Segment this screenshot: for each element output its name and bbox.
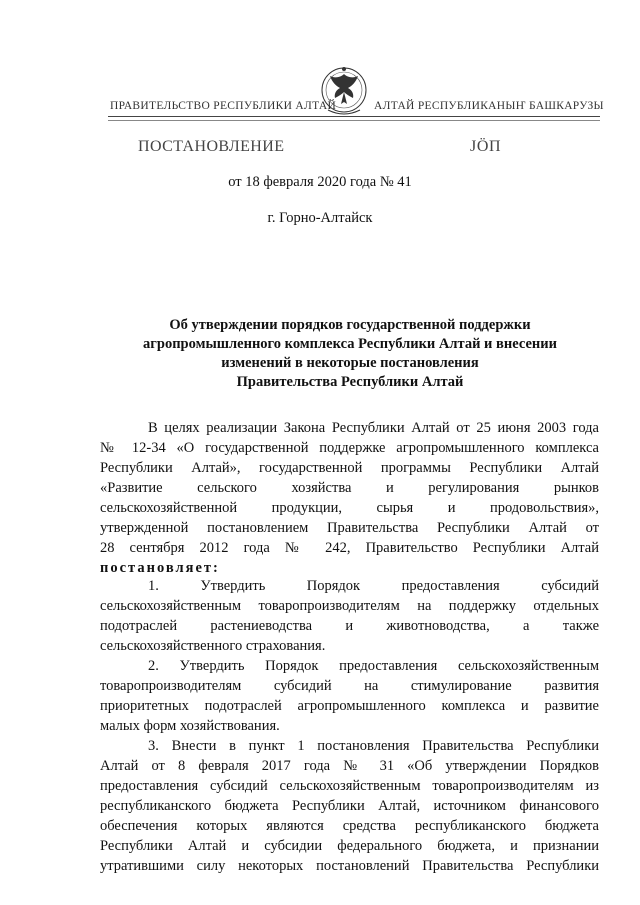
city: г. Горно-Алтайск — [267, 210, 373, 226]
preamble-line: № 12-34 «О государственной поддержке агропромышленного комплекса — [100, 440, 599, 456]
header-rule — [108, 116, 600, 117]
item2-line: товаропроизводителям субсидий на стимулирование развития — [100, 678, 599, 694]
document-title — [100, 316, 600, 392]
date-line: от 18 февраля 2020 года № 41 — [228, 174, 412, 190]
item3-line: 3. Внести в пункт 1 постановления Правительства Республики — [148, 738, 599, 754]
preamble-line: Республики Алтай», государственной программы Республики Алтай — [100, 460, 599, 476]
item3-line: Алтай от 8 февраля 2017 года № 31 «Об утверждении Порядков — [100, 758, 599, 774]
item2-line: малых форм хозяйствования. — [100, 718, 280, 734]
item3-line: предоставления субсидий сельскохозяйственным товаропроизводителям из — [100, 778, 599, 794]
doc-type-altai: ЈӦП — [470, 138, 502, 155]
preamble-line: «Развитие сельского хозяйства и регулирования рынков — [100, 480, 599, 496]
doc-type-russian: ПОСТАНОВЛЕНИЕ — [138, 138, 285, 155]
header-left-text: ПРАВИТЕЛЬСТВО РЕСПУБЛИКИ АЛТАЙ — [110, 100, 337, 112]
item2-line: 2. Утвердить Порядок предоставления сельскохозяйственным — [148, 658, 599, 674]
preamble-line: сельскохозяйственной продукции, сырья и продовольствия», — [100, 500, 599, 516]
header-rule-thin — [108, 120, 600, 121]
item1-line: 1. Утвердить Порядок предоставления субсидий — [148, 578, 599, 594]
title-line: Правительства Республики Алтай — [236, 374, 464, 390]
item2-line: приоритетных подотраслей агропромышленного комплекса и развитие — [100, 698, 599, 714]
item1-line: сельскохозяйственного страхования. — [100, 638, 326, 654]
item1-line: сельскохозяйственным товаропроизводителям на поддержку отдельных — [100, 598, 599, 614]
item3-line: Республики Алтай и субсидии федерального бюджета, и признании — [100, 838, 599, 854]
title-line: агропромышленного комплекса Республики Алтай и внесении — [143, 336, 557, 352]
header-right-text: АЛТАЙ РЕСПУБЛИКАНЫҤ БАШКАРУЗЫ — [374, 100, 604, 112]
resolves-word: постановляет: — [100, 560, 220, 576]
preamble-line: утвержденной постановлением Правительства Республики Алтай от — [100, 520, 599, 536]
republic-altai-coat-of-arms-icon — [318, 60, 370, 122]
item3-line: обеспечения которых являются средства республиканского бюджета — [100, 818, 599, 834]
item3-line: республиканского бюджета Республики Алтай, источником финансового — [100, 798, 599, 814]
item3-line: утратившими силу некоторых постановлений Правительства Республики — [100, 858, 599, 874]
preamble-line: В целях реализации Закона Республики Алтай от 25 июня 2003 года — [148, 420, 599, 436]
title-line: Об утверждении порядков государственной поддержки — [169, 317, 531, 333]
title-line: изменений в некоторые постановления — [221, 355, 479, 371]
item1-line: подотраслей растениеводства и животноводства, а также — [100, 618, 599, 634]
preamble-line: 28 сентября 2012 года № 242, Правительство Республики Алтай — [100, 540, 599, 556]
